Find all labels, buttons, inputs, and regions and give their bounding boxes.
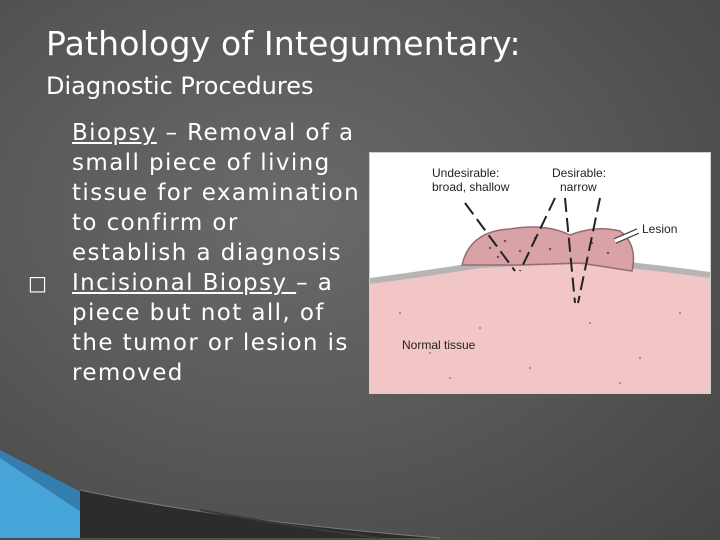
normal-tissue-layer — [370, 261, 710, 393]
label-desirable-2: narrow — [560, 180, 597, 194]
label-normal-tissue: Normal tissue — [402, 338, 476, 352]
label-lesion: Lesion — [642, 222, 678, 236]
decorative-swoosh — [0, 420, 720, 540]
lesion-mass — [462, 227, 634, 271]
bullet-list — [28, 118, 362, 388]
bullet-box-icon: □ — [28, 271, 47, 295]
term-biopsy: Biopsy — [72, 120, 157, 146]
label-desirable-1: Desirable: — [552, 166, 607, 180]
term-incisional-biopsy: Incisional Biopsy — [72, 270, 297, 296]
biopsy-diagram — [369, 152, 711, 394]
slide-title: Pathology of Integumentary: — [46, 24, 521, 63]
label-undesirable-1: Undesirable: — [432, 166, 500, 180]
bullet-incisional-biopsy — [28, 268, 362, 388]
slide-subtitle: Diagnostic Procedures — [46, 72, 314, 100]
bullet-biopsy — [72, 118, 362, 268]
definition-biopsy: – Removal of a small piece of living tissue for examination to confirm or establish a diagnosis — [72, 120, 361, 266]
label-undesirable-2: broad, shallow — [432, 180, 510, 194]
biopsy-illustration — [370, 153, 710, 393]
definition-incisional-biopsy: – a piece but not all, of the tumor or lesion is removed — [72, 270, 349, 386]
